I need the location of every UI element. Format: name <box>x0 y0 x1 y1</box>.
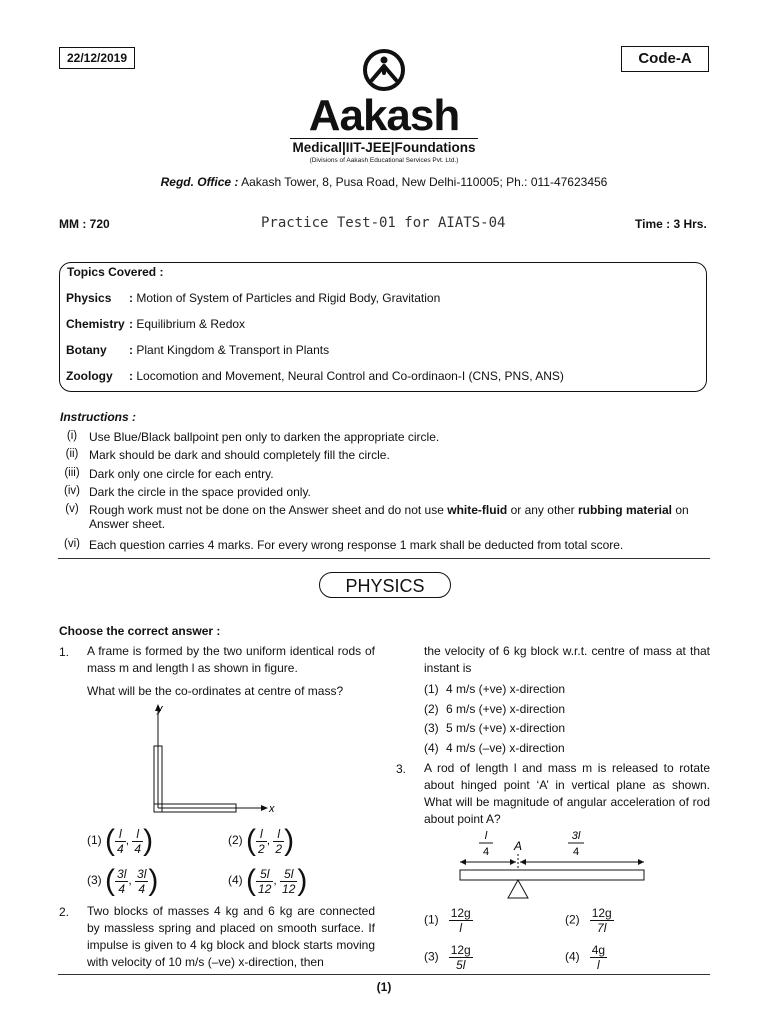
time-limit: Time : 3 Hrs. <box>635 217 707 231</box>
right-arrow-icon <box>638 859 644 865</box>
option-number: (3) <box>424 949 439 964</box>
y-axis-label: y <box>157 703 163 715</box>
frac-numerator: l <box>136 826 140 841</box>
topic-content: : Equilibrium & Redox <box>129 317 245 331</box>
frac-numerator: 12g <box>450 943 471 957</box>
brand-name: Aakash <box>308 91 460 140</box>
option-text: 5 m/s (+ve) x-direction <box>446 721 566 735</box>
topic-content: : Motion of System of Particles and Rigid Body, Gravitation <box>129 291 440 305</box>
option-number: (1) <box>424 912 439 927</box>
instruction-text: Each question carries 4 marks. For every wrong response 1 mark shall be deducted from total score. <box>89 538 624 552</box>
topic-content: : Locomotion and Movement, Neural Control and Co-ordinaon-I (CNS, PNS, ANS) <box>129 369 564 383</box>
open-paren-icon: ( <box>246 824 257 857</box>
answer-option[interactable]: (1) ( $\frac{l}{4}$ , $\frac{l}{4}$ ) <box>87 824 154 857</box>
instruction-bold: white-fluid <box>447 503 508 517</box>
close-paren-icon: ) <box>297 864 308 897</box>
instructions-heading: Instructions : <box>60 410 137 424</box>
instruction-number: (ii) <box>65 448 79 460</box>
brand-subtitle: Medical|IIT-JEE|Foundations <box>290 138 478 156</box>
right-length-numerator: 3l <box>571 830 581 842</box>
frac-numerator: l <box>119 826 122 841</box>
topic-subject: Physics <box>66 291 112 305</box>
regd-address: Aakash Tower, 8, Pusa Road, New Delhi-110005; Ph.: 011-47623456 <box>238 175 608 189</box>
registered-office <box>0 175 768 189</box>
question-text: A frame is formed by the two uniform identical rods of mass m and length l as shown in figure. <box>87 644 375 675</box>
close-paren-icon: ) <box>143 824 154 857</box>
footer-divider <box>58 974 710 975</box>
frac-denominator: l <box>590 957 607 972</box>
frac-denominator: l <box>449 920 473 935</box>
rod <box>460 870 644 880</box>
answer-option[interactable] <box>424 906 473 935</box>
paper-code-box: Code-A <box>621 46 709 72</box>
frac-denominator: 5l <box>449 957 473 972</box>
topic-subject: Zoology <box>66 369 113 383</box>
answer-option[interactable] <box>565 943 607 972</box>
x-axis-label: x <box>269 803 275 815</box>
section-title: PHYSICS <box>319 572 451 598</box>
frac-denominator: 4 <box>135 881 148 896</box>
left-arrow-icon <box>520 859 526 865</box>
frac-denominator: 12 <box>282 881 296 896</box>
question-prompt: What will be the co-ordinates at centre of mass? <box>87 684 344 698</box>
answer-option[interactable]: (2) ( $\frac{l}{2}$ , $\frac{l}{2}$ ) <box>228 824 295 857</box>
instruction-text-part: Rough work must not be done on the Answer sheet and do not use <box>89 503 448 517</box>
topic-subject: Botany <box>66 343 107 357</box>
instruction-number: (iv) <box>64 485 80 497</box>
topics-heading: Topics Covered : <box>67 265 164 279</box>
topics-box <box>59 262 707 392</box>
hinge-label: A <box>513 839 523 853</box>
instruction-number: (i) <box>66 430 78 442</box>
question-number: 1. <box>59 645 70 659</box>
option-text: 4 m/s (+ve) x-direction <box>446 682 566 696</box>
instruction-text-part: on Answer sheet. <box>89 503 689 531</box>
option-number: (2) <box>228 833 243 848</box>
frac-denominator: 2 <box>258 841 265 856</box>
frac-numerator: 4g <box>591 943 606 957</box>
instruction-text: Use Blue/Black ballpoint pen only to darken the appropriate circle. <box>89 430 440 444</box>
close-paren-icon: ) <box>148 864 159 897</box>
open-paren-icon: ( <box>246 864 257 897</box>
left-length-numerator: l <box>484 830 488 842</box>
frac-denominator: 4 <box>115 881 128 896</box>
open-paren-icon: ( <box>105 824 116 857</box>
frac-numerator: 12g <box>591 906 612 920</box>
frac-numerator: l <box>277 826 281 841</box>
instruction-number: (iii) <box>64 467 80 479</box>
regd-label: Regd. Office : <box>160 175 239 189</box>
frac-numerator: 3l <box>117 866 127 881</box>
topic-content: : Plant Kingdom & Transport in Plants <box>129 343 329 357</box>
aakash-logo-icon <box>358 46 410 94</box>
instruction-bold: rubbing material <box>577 503 672 517</box>
right-length-denominator: 4 <box>572 846 580 858</box>
question-number: 2. <box>59 905 70 919</box>
date-box: 22/12/2019 <box>59 47 135 69</box>
option-number: (4) <box>424 741 439 755</box>
hinge-support-icon <box>508 880 528 898</box>
frac-denominator: 4 <box>134 841 142 856</box>
division-note: (Divisions of Aakash Educational Services Pvt. Ltd.) <box>309 157 459 164</box>
close-paren-icon: ) <box>284 824 295 857</box>
instruction-text <box>89 503 711 531</box>
frac-numerator: l <box>260 826 263 841</box>
instruction-text: Dark only one circle for each entry. <box>89 467 274 481</box>
option-text: 4 m/s (–ve) x-direction <box>446 741 565 755</box>
frac-denominator: 2 <box>275 841 283 856</box>
instruction-number: (v) <box>65 503 79 515</box>
page-number: (1) <box>376 980 392 994</box>
topic-subject: Chemistry <box>66 317 125 331</box>
option-number: (4) <box>228 873 243 888</box>
option-number: (1) <box>424 682 439 696</box>
frac-denominator: 4 <box>117 841 124 856</box>
frac-denominator: 12 <box>258 881 272 896</box>
instruction-text-part: or any other <box>507 503 578 517</box>
question-text: Two blocks of masses 4 kg and 6 kg are connected by massless spring and placed on smooth surface. If impulse is given to 4 kg block and block starts moving with velocity of 10 m/s (–ve) x-direction, then <box>87 904 375 969</box>
frac-numerator: 3l <box>137 866 147 881</box>
frac-numerator: 5l <box>284 866 294 881</box>
choose-heading: Choose the correct answer : <box>59 624 221 638</box>
option-number: (1) <box>87 833 102 848</box>
open-paren-icon: ( <box>105 864 116 897</box>
l-frame-diagram <box>140 700 290 818</box>
left-arrow-icon <box>460 859 466 865</box>
right-arrow-icon <box>510 859 516 865</box>
test-title: Practice Test-01 for AIATS-04 <box>261 215 506 231</box>
instruction-text: Mark should be dark and should completely fill the circle. <box>89 448 390 462</box>
answer-option[interactable] <box>424 943 473 972</box>
divider <box>58 558 710 559</box>
question-text: A rod of length l and mass m is released to rotate about hinged point ‘A’ in vertical plane as shown. What will be magnitude of angular acceleration of rod about point A? <box>424 761 710 826</box>
option-number: (4) <box>565 949 580 964</box>
left-length-denominator: 4 <box>482 846 490 858</box>
instruction-number: (vi) <box>64 538 80 550</box>
question-number: 3. <box>396 762 407 776</box>
option-number: (3) <box>424 721 439 735</box>
option-number: (3) <box>87 873 102 888</box>
answer-option[interactable]: (4) ( $\frac{5l}{12}$ , $\frac{5l}{12}$ ) <box>228 864 308 897</box>
x-arrow-icon <box>261 805 268 811</box>
question-continued: the velocity of 6 kg block w.r.t. centre of mass at that instant is <box>424 644 710 675</box>
option-text: 6 m/s (+ve) x-direction <box>446 702 566 716</box>
answer-option[interactable] <box>565 906 614 935</box>
max-marks: MM : 720 <box>59 217 110 231</box>
frac-numerator: 5l <box>260 866 270 881</box>
frac-numerator: 12g <box>450 906 471 920</box>
hinged-rod-diagram <box>450 828 650 902</box>
option-number: (2) <box>424 702 439 716</box>
answer-option[interactable]: (3) ( $\frac{3l}{4}$ , $\frac{3l}{4}$ ) <box>87 864 159 897</box>
frac-denominator: 7l <box>590 920 614 935</box>
option-number: (2) <box>565 912 580 927</box>
instruction-text: Dark the circle in the space provided only. <box>89 485 311 499</box>
